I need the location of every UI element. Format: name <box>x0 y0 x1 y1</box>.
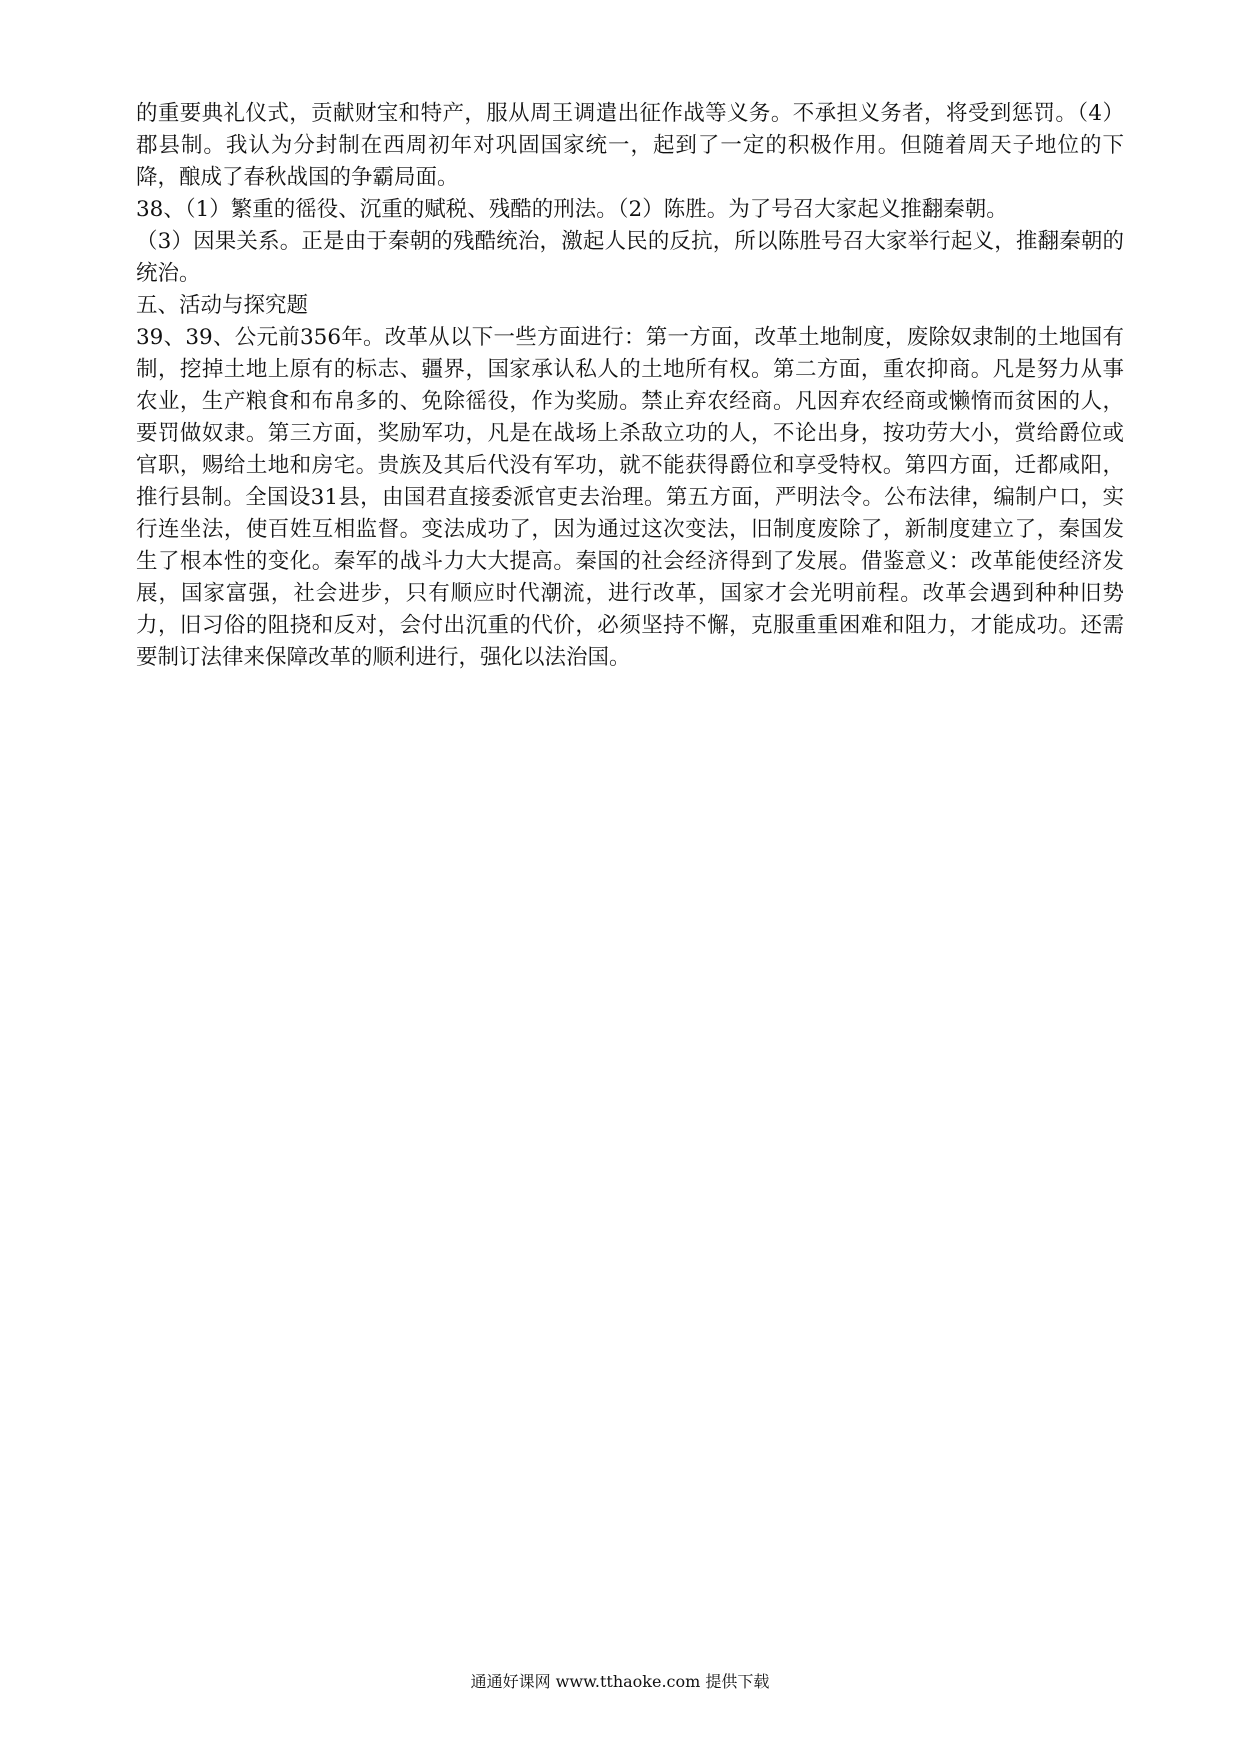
paragraph-enfeoffment-answer: 的重要典礼仪式，贡献财宝和特产，服从周王调遣出征作战等义务。不承担义务者，将受到惩罚。（4）郡县制。我认为分封制在西周初年对巩固国家统一，起到了一定的积极作用。但随着周天子地位的下降，酿成了春秋战国的争霸局面。 <box>136 101 1124 190</box>
section-heading-activity: 五、活动与探究题 <box>136 293 309 318</box>
page-footer: 通通好课网 www.tthaoke.com 提供下载 <box>470 1672 770 1691</box>
paragraph-question-38: 38、（1）繁重的徭役、沉重的赋税、残酷的刑法。（2）陈胜。为了号召大家起义推翻秦朝。 <box>136 197 1008 222</box>
document-body <box>136 98 1124 674</box>
paragraph-question-39: 39、39、公元前356年。改革从以下一些方面进行：第一方面，改革土地制度，废除奴隶制的土地国有制，挖掉土地上原有的标志、疆界，国家承认私人的土地所有权。第二方面，重农抑商。凡是努力从事农业，生产粮食和布帛多的、免除徭役，作为奖励。禁止弃农经商。凡因弃农经商或懒惰而贫困的人，要罚做奴隶。第三方面，奖励军功，凡是在战场上杀敌立功的人，不论出身，按功劳大小，赏给爵位或官职，赐给土地和房宅。贵族及其后代没有军功，就不能获得爵位和享受特权。第四方面，迁都咸阳，推行县制。全国设31县，由国君直接委派官吏去治理。第五方面，严明法令。公布法律，编制户口，实行连坐法，使百姓互相监督。变法成功了，因为通过这次变法，旧制度废除了，新制度建立了，秦国发生了根本性的变化。秦军的战斗力大大提高。秦国的社会经济得到了发展。借鉴意义：改革能使经济发展，国家富强，社会进步，只有顺应时代潮流，进行改革，国家才会光明前程。改革会遇到种种旧势力，旧习俗的阻挠和反对，会付出沉重的代价，必须坚持不懈，克服重重困难和阻力，才能成功。还需要制订法律来保障改革的顺利进行，强化以法治国。 <box>136 325 1124 670</box>
paragraph-question-38-part-3: （3）因果关系。正是由于秦朝的残酷统治，激起人民的反抗，所以陈胜号召大家举行起义，推翻秦朝的统治。 <box>136 229 1124 286</box>
